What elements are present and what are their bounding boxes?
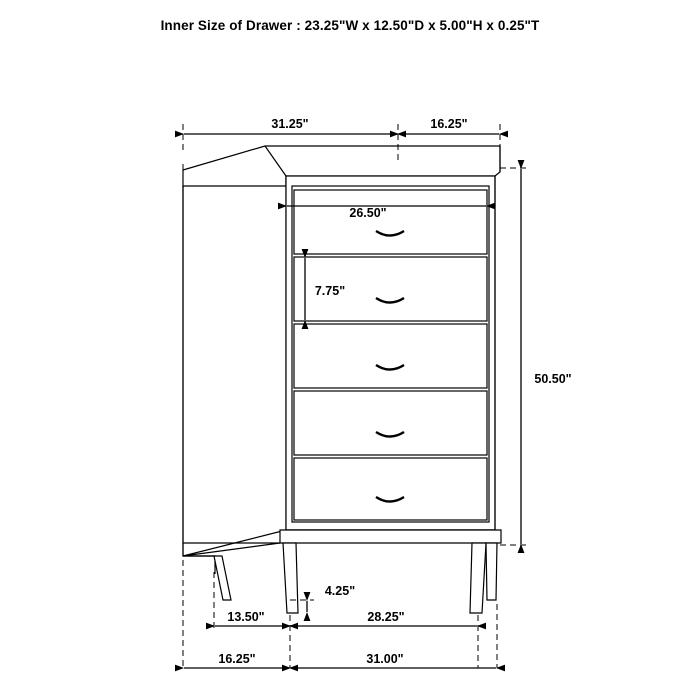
dimension-drawer-height-label: 7.75" [314,284,346,298]
page-title: Inner Size of Drawer : 23.25"W x 12.50"D x 5.00"H x 0.25"T [160,18,540,33]
dimension-base-depth-label: 13.50" [227,610,265,624]
dimension-top-depth-label: 16.25" [430,117,468,131]
dimension-top-depth [399,117,499,134]
chest-outline [183,146,501,613]
dimension-bottom-width-label: 31.00" [366,652,404,666]
dimension-leg-height [307,584,355,612]
dimension-overall-height-label: 50.50" [534,372,572,386]
dimension-leg-height-label: 4.25" [324,584,356,598]
dimension-bottom-width [291,652,496,668]
dimension-bottom-depth [184,652,289,668]
dimension-top-width [184,117,397,134]
dimension-drawer-width-label: 26.50" [349,206,387,220]
dimension-base-width [291,610,477,626]
dimension-base-width-label: 28.25" [367,610,405,624]
dimension-base-depth [215,610,289,626]
dimension-overall-height [521,169,572,544]
dimension-bottom-depth-label: 16.25" [218,652,256,666]
dimension-top-width-label: 31.25" [271,117,309,131]
